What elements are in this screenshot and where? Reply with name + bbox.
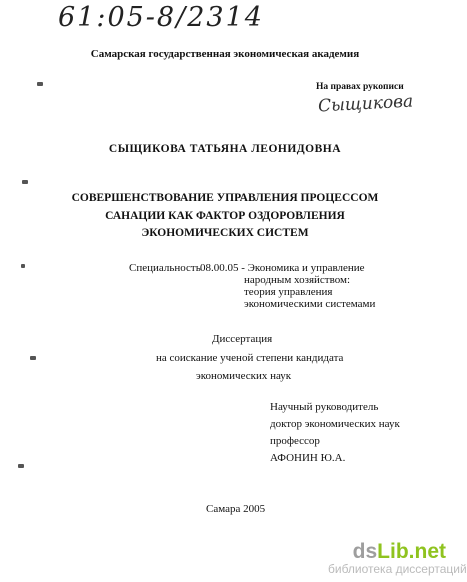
dissertation-degree: на соискание ученой степени кандидата: [156, 352, 344, 364]
specialty-label: Специальность: [129, 262, 201, 274]
scan-speck: [30, 356, 36, 360]
rights-note: На правах рукописи: [316, 82, 404, 92]
watermark: [328, 540, 467, 576]
scan-speck: [22, 180, 28, 184]
scan-speck: [18, 464, 24, 468]
title-line-1: СОВЕРШЕНСТВОВАНИЕ УПРАВЛЕНИЯ ПРОЦЕССОМ: [71, 192, 379, 204]
supervisor-title: профессор: [270, 435, 320, 447]
archive-number: 61:05-8/2314: [58, 2, 264, 33]
specialty-line-3: экономическими системами: [244, 298, 376, 310]
author-signature: Сыщикова: [317, 91, 414, 117]
specialty-line-1: народным хозяйством:: [244, 274, 351, 286]
specialty-line-2: теория управления: [244, 286, 333, 298]
supervisor-label: Научный руководитель: [270, 401, 379, 413]
scan-speck: [37, 82, 43, 86]
specialty-code-line: 08.00.05 - Экономика и управление: [200, 262, 365, 274]
watermark-logo: [328, 540, 446, 564]
supervisor-degree: доктор экономических наук: [270, 418, 400, 430]
scan-speck: [21, 264, 25, 268]
title-line-3: ЭКОНОМИЧЕСКИХ СИСТЕМ: [141, 227, 309, 239]
watermark-logo-prefix: ds: [352, 540, 378, 563]
watermark-logo-suffix: Lib.net: [377, 540, 446, 563]
supervisor-name: АФОНИН Ю.А.: [270, 452, 346, 464]
dissertation-label: Диссертация: [212, 333, 273, 345]
dissertation-field: экономических наук: [196, 370, 292, 382]
author-name: СЫЩИКОВА ТАТЬЯНА ЛЕОНИДОВНА: [108, 143, 342, 155]
institution-name: Самарская государственная экономическая академия: [90, 48, 360, 60]
watermark-caption: библиотека диссертаций: [328, 562, 467, 576]
title-line-2: САНАЦИИ КАК ФАКТОР ОЗДОРОВЛЕНИЯ: [105, 210, 345, 222]
city-year: Самара 2005: [206, 503, 266, 515]
